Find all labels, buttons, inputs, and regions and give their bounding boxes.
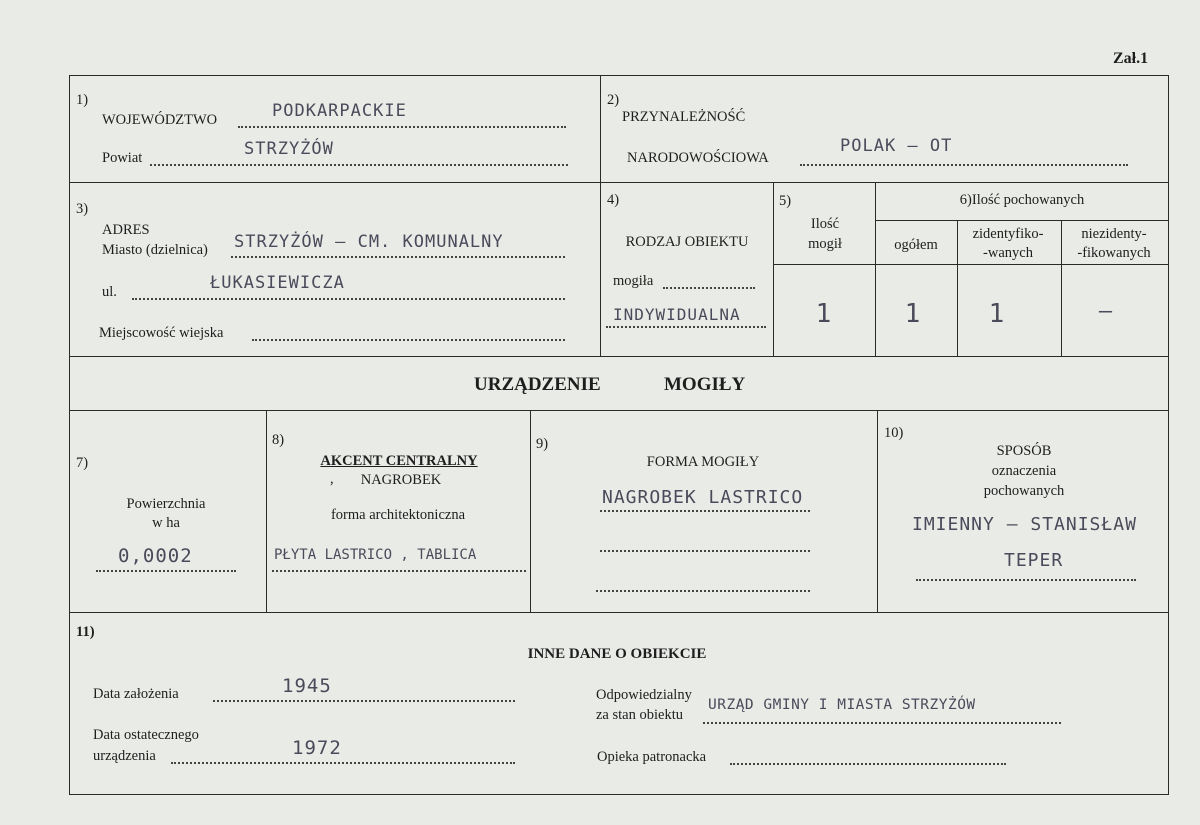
area-label-2: w ha bbox=[152, 515, 180, 531]
identified-label-1: zidentyfiko- bbox=[972, 226, 1044, 242]
voivodeship-value: PODKARPACKIE bbox=[272, 101, 407, 121]
central-accent-label: AKCENT CENTRALNY bbox=[320, 453, 478, 469]
final-setup-dotline bbox=[171, 762, 515, 764]
nationality-dotline bbox=[800, 164, 1128, 166]
marking-label-3: pochowanych bbox=[983, 483, 1065, 499]
founding-date-dotline bbox=[213, 700, 515, 702]
address-label: ADRES bbox=[102, 222, 150, 238]
col-divider bbox=[530, 410, 531, 612]
responsible-label-2: za stan obiektu bbox=[596, 707, 683, 723]
grave-form-dotline-3 bbox=[596, 590, 810, 592]
street-label: ul. bbox=[102, 284, 117, 300]
voivodeship-dotline bbox=[238, 126, 566, 128]
tombstone-label: NAGROBEK bbox=[360, 472, 442, 488]
grave-form-value: NAGROBEK LASTRICO bbox=[602, 487, 804, 508]
s8-number: 8) bbox=[272, 432, 285, 448]
buried-count-title: 6)Ilość pochowanych bbox=[959, 192, 1085, 208]
area-dotline bbox=[96, 570, 236, 572]
graves-count-value: 1 bbox=[815, 299, 833, 329]
city-dotline bbox=[231, 256, 565, 258]
marking-label-2: oznaczenia bbox=[991, 463, 1057, 479]
col-divider bbox=[875, 182, 876, 356]
architectural-form-label: forma architektoniczna bbox=[330, 507, 466, 523]
col-divider bbox=[266, 410, 267, 612]
responsible-value: URZĄD GMINY I MIASTA STRZYŻÓW bbox=[708, 697, 976, 713]
s3-number: 3) bbox=[76, 201, 89, 217]
powiat-label: Powiat bbox=[102, 150, 143, 166]
graves-count-label-1: Ilość bbox=[810, 216, 840, 232]
responsible-label-1: Odpowiedzialny bbox=[596, 687, 692, 703]
patronage-label: Opieka patronacka bbox=[597, 749, 707, 765]
col6-divider bbox=[875, 220, 1169, 221]
s11-number: 11) bbox=[76, 624, 95, 640]
s5-number: 5) bbox=[779, 193, 792, 209]
col-divider bbox=[773, 182, 774, 356]
marking-dotline bbox=[916, 579, 1136, 581]
s2-number: 2) bbox=[607, 92, 620, 108]
s7-number: 7) bbox=[76, 455, 89, 471]
grave-form-dotline-2 bbox=[600, 550, 810, 552]
architectural-form-value: PŁYTA LASTRICO , TABLICA bbox=[274, 547, 477, 563]
street-value: ŁUKASIEWICZA bbox=[210, 273, 345, 293]
final-setup-label-2: urządzenia bbox=[93, 748, 156, 764]
other-data-title: INNE DANE O OBIEKCIE bbox=[527, 646, 707, 662]
village-dotline bbox=[252, 339, 565, 341]
s10-number: 10) bbox=[884, 425, 904, 441]
object-type-label: RODZAJ OBIEKTU bbox=[625, 234, 749, 250]
identified-label-2: -wanych bbox=[983, 245, 1033, 261]
comma-mark: , bbox=[330, 471, 334, 487]
section-title-word-1: URZĄDZENIE bbox=[474, 374, 601, 395]
powiat-value: STRZYŻÓW bbox=[244, 139, 334, 159]
identified-value: 1 bbox=[988, 299, 1006, 329]
marking-value-1: IMIENNY – STANISŁAW bbox=[912, 514, 1137, 535]
buried-total-value: 1 bbox=[904, 299, 922, 329]
nationality-label-1: PRZYNALEŻNOŚĆ bbox=[622, 109, 746, 125]
grave-form-label: FORMA MOGIŁY bbox=[646, 454, 760, 470]
col-divider bbox=[600, 75, 601, 356]
col-divider bbox=[957, 220, 958, 356]
object-sub-label: mogiła bbox=[613, 273, 654, 289]
s9-number: 9) bbox=[536, 436, 549, 452]
nationality-label-2: NARODOWOŚCIOWA bbox=[627, 150, 769, 166]
object-dotline bbox=[663, 287, 755, 289]
object-type-value: INDYWIDUALNA bbox=[613, 305, 741, 324]
section-title-word-2: MOGIŁY bbox=[664, 374, 746, 395]
nationality-value: POLAK – OT bbox=[840, 136, 953, 156]
city-label: Miasto (dzielnica) bbox=[102, 242, 208, 258]
marking-value-2: TEPER bbox=[1004, 550, 1064, 571]
graves-count-label-2: mogił bbox=[808, 236, 842, 252]
voivodeship-label: WOJEWÓDZTWO bbox=[102, 112, 218, 128]
founding-date-label: Data założenia bbox=[93, 686, 179, 702]
founding-date-value: 1945 bbox=[282, 675, 332, 697]
final-setup-label-1: Data ostatecznego bbox=[93, 727, 199, 743]
responsible-dotline bbox=[703, 722, 1061, 724]
unidentified-label-1: niezidenty- bbox=[1081, 226, 1147, 242]
unidentified-label-2: -fikowanych bbox=[1077, 245, 1151, 261]
row-divider bbox=[69, 182, 1169, 183]
buried-total-label: ogółem bbox=[894, 237, 938, 253]
col-divider bbox=[1061, 220, 1062, 356]
marking-label-1: SPOSÓB bbox=[996, 443, 1052, 459]
powiat-dotline bbox=[150, 164, 568, 166]
attachment-label: Zał.1 bbox=[1113, 50, 1149, 67]
patronage-dotline bbox=[730, 763, 1006, 765]
area-label-1: Powierzchnia bbox=[126, 496, 206, 512]
s4-number: 4) bbox=[607, 192, 620, 208]
village-label: Miejscowość wiejska bbox=[99, 325, 224, 341]
city-value: STRZYŻÓW – CM. KOMUNALNY bbox=[234, 232, 504, 252]
row-divider bbox=[69, 612, 1169, 613]
final-setup-value: 1972 bbox=[292, 737, 342, 759]
grave-form-dotline-1 bbox=[600, 510, 810, 512]
s1-number: 1) bbox=[76, 92, 89, 108]
col-divider bbox=[877, 410, 878, 612]
object-value-dotline bbox=[606, 326, 766, 328]
area-value: 0,0002 bbox=[118, 545, 193, 567]
col6-divider bbox=[773, 264, 1169, 265]
unidentified-value: — bbox=[1098, 299, 1114, 324]
row-divider bbox=[69, 356, 1169, 357]
row-divider bbox=[69, 410, 1169, 411]
architectural-dotline bbox=[272, 570, 526, 572]
street-dotline bbox=[132, 298, 565, 300]
